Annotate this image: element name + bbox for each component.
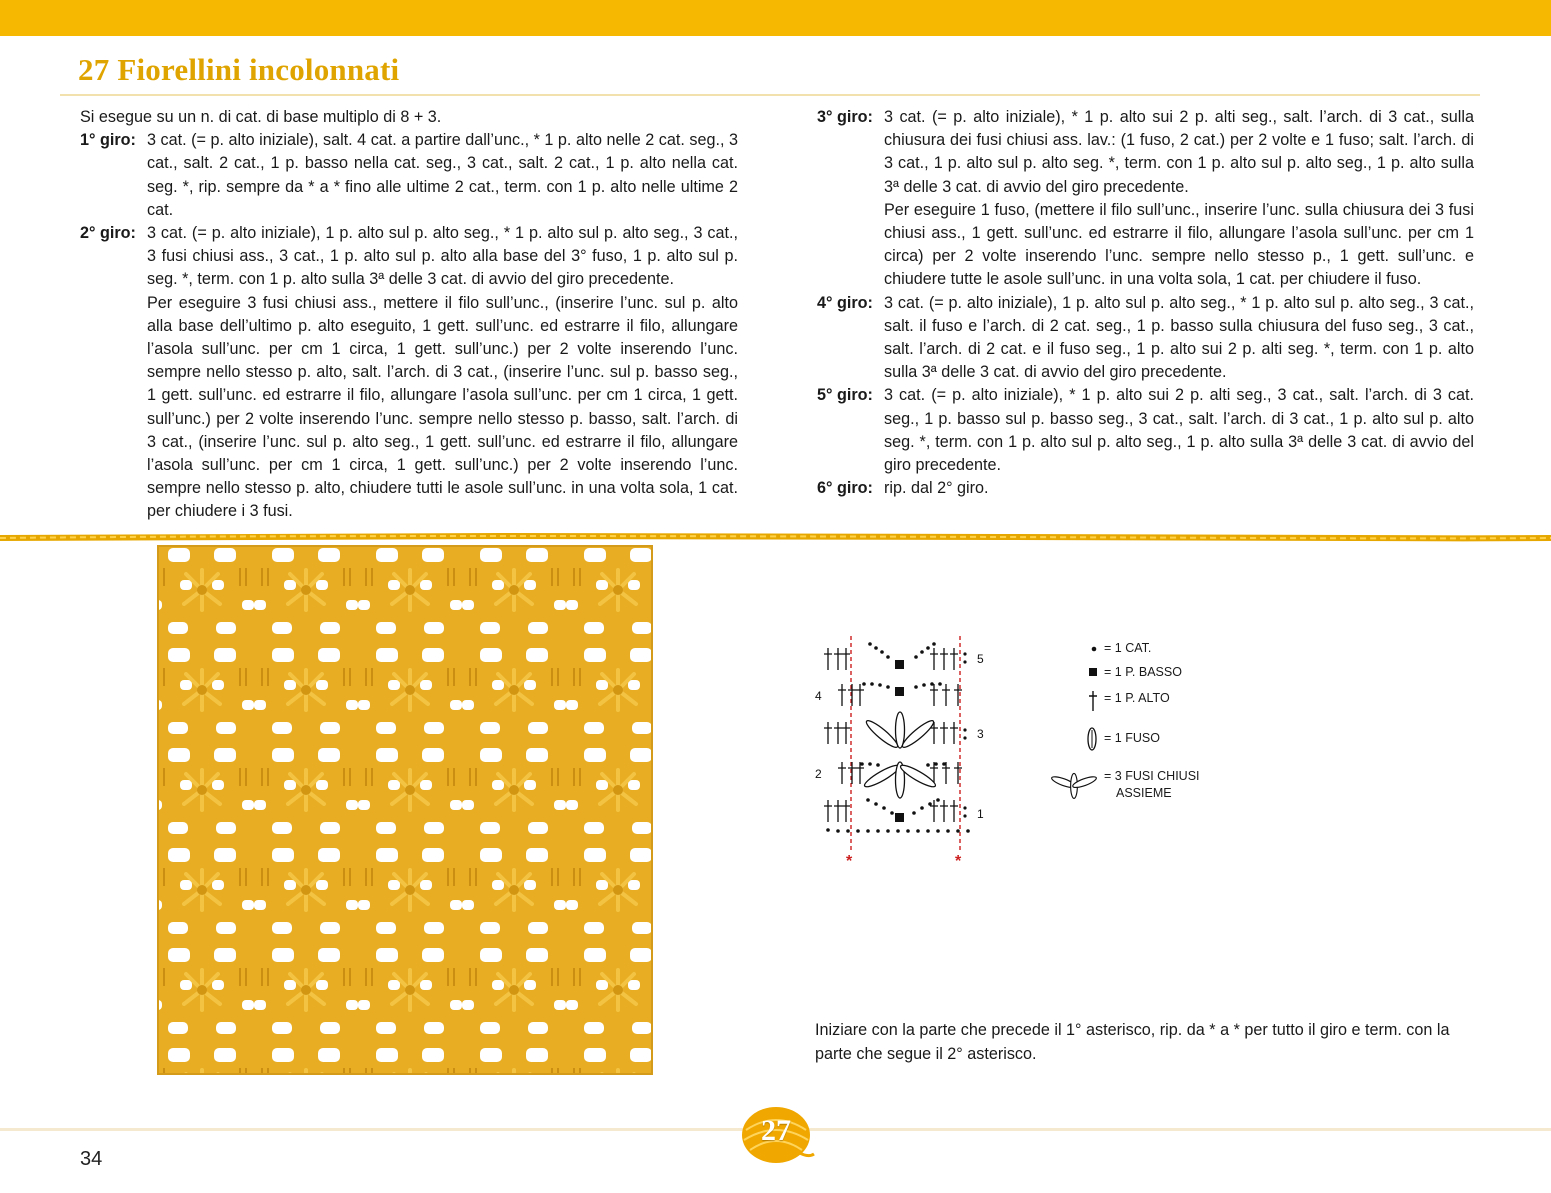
legend-item xyxy=(1050,726,1160,752)
round-text: 3 cat. (= p. alto iniziale), * 1 p. alto sui 2 p. alti seg., 3 cat., salt. l’arch. di 3 cat. seg., 1 p. basso sul p. basso seg., 3 cat., salt. l’arch. di 3 cat., 1 p. alto sul p. alto seg. *, term. con 1 p. alto sul p. alto seg., 1 p. alto sulla 3ª delle 3 cat. di avvio del giro precedente. xyxy=(884,386,1474,475)
single-crochet-square-icon xyxy=(1050,664,1104,680)
repeat-asterisk: * xyxy=(955,853,962,870)
legend-label: = 1 P. ALTO xyxy=(1104,691,1170,705)
round-3 xyxy=(817,106,1474,292)
double-crochet-cross-icon xyxy=(1050,690,1104,712)
page-number: 34 xyxy=(80,1148,103,1170)
legend-label-line2: ASSIEME xyxy=(1116,786,1172,800)
title-divider xyxy=(60,94,1480,96)
round-label: 4° giro: xyxy=(817,293,873,312)
intro-text: Si esegue su un n. di cat. di base multiplo di 8 + 3. xyxy=(80,108,442,126)
legend-item xyxy=(1050,768,1200,802)
round-text: 3 cat. (= p. alto iniziale), 1 p. alto sul p. alto seg., * 1 p. alto sul p. alto seg., 3 cat., 3 fusi chiusi ass., 3 cat., 1 p. alto sul p. alto alla base del 3° fuso, 1 p. alto sul p. seg. *, term. con 1 p. alto sulla 3ª delle 3 cat. di avvio del giro precedente. xyxy=(147,224,738,289)
symbol-legend xyxy=(1050,636,1280,816)
crochet-swatch-photo xyxy=(150,540,660,1080)
repeat-asterisk: * xyxy=(846,853,853,870)
round-label: 3° giro: xyxy=(817,108,873,126)
three-puff-cluster-icon xyxy=(1050,768,1104,802)
round-5 xyxy=(817,384,1474,477)
round-text: Per eseguire 1 fuso, (mettere il filo sull’unc., inserire l’unc. sulla chiusura dei 3 fusi chiusi ass., 1 gett. sull’unc. ed estrarre il filo, allungare l’asola sull’unc. per cm 1 circa) per 2 volte inserendo l’unc. sempre nello stesso p., 1 gett. sull’unc. e chiudere tutte le asole sull’unc. in una volta sola, 1 cat. per chiudere il fuso. xyxy=(884,200,1474,289)
row-number: 2 xyxy=(815,767,822,781)
round-6 xyxy=(817,477,1474,500)
round-label: 1° giro: xyxy=(80,131,136,150)
top-accent-bar xyxy=(0,0,1551,36)
row-number: 5 xyxy=(977,652,984,666)
chain-dot-icon xyxy=(1050,640,1104,656)
round-2 xyxy=(80,222,738,524)
legend-item xyxy=(1050,664,1182,681)
row-number: 3 xyxy=(977,727,984,741)
round-text: 3 cat. (= p. alto iniziale), 1 p. alto sul p. alto seg., * 1 p. alto sul p. alto seg., 3 cat., salt. il fuso e l’arch. di 2 cat. seg., 1 p. basso sulla chiusura del fuso seg., 3 cat., salt. l’arch. di 2 cat. e il fuso seg., 1 p. alto sui 2 p. alti seg. *, term. con 1 p. alto sulla 3ª delle 3 cat. di avvio del giro precedente. xyxy=(884,293,1474,382)
legend-label: = 1 P. BASSO xyxy=(1104,665,1182,679)
round-text: 3 cat. (= p. alto iniziale), salt. 4 cat. a partire dall’unc., * 1 p. alto nelle 2 cat. seg., 3 cat., salt. 2 cat., 1 p. basso nella cat. seg., 3 cat., salt. 2 cat., 1 p. alto nella cat. seg. *, rip. sempre da * a * fino alle ultime 2 cat., term. con 1 p. alto nelle ultime 2 cat. xyxy=(147,131,738,219)
legend-item xyxy=(1050,640,1151,657)
round-label: 6° giro: xyxy=(817,479,873,498)
badge-number: 27 xyxy=(761,1114,791,1147)
puff-spindle-icon xyxy=(1050,726,1104,752)
legend-label-line1: = 3 FUSI CHIUSI xyxy=(1104,769,1200,783)
legend-label: = 1 FUSO xyxy=(1104,731,1160,745)
round-1 xyxy=(80,129,738,222)
double-crochet-marks xyxy=(824,648,962,822)
instructions-left-column xyxy=(80,106,738,524)
round-4 xyxy=(817,292,1474,385)
stitch-diagram xyxy=(812,630,1002,870)
round-label: 2° giro: xyxy=(80,224,136,243)
round-text: Per eseguire 3 fusi chiusi ass., mettere il filo sull’unc., (inserire l’unc. sul p. alto alla base dell’ultimo p. alto eseguito, 1 gett. sull’unc. ed estrarre il filo, allungare l’asola sull’unc. per cm 1 circa, 1 gett. sull’unc.) per 2 volte inserendo l’unc. sempre nello stesso p. alto, salt. l’arch. di 3 cat., (inserire l’unc. sul p. basso seg., 1 gett. sull’unc. ed estrarre il filo, allungare l’asola sull’unc. per cm 1 circa, 1 gett. sull’unc.) per 2 volte inserendo l’unc. sempre nello stesso p. basso, salt. l’arch. di 3 cat., (inserire l’unc. sul p. alto seg., 1 gett. sull’unc. ed estrarre il filo, allungare l’asola sull’unc. per cm 1 circa, 1 gett. sull’unc.) per 2 volte inserendo l’unc. sempre nello stesso p. alto, chiudere tutti le asole sull’unc. in una volta sola, 1 cat. per chiudere i 3 fusi. xyxy=(147,293,738,521)
round-label: 5° giro: xyxy=(817,386,873,405)
row-number: 1 xyxy=(977,807,984,821)
repeat-markers xyxy=(846,853,962,870)
page-title: 27 Fiorellini incolonnati xyxy=(78,52,400,87)
instructions-right-column xyxy=(817,106,1474,500)
legend-label xyxy=(1104,768,1200,802)
legend-item xyxy=(1050,690,1170,712)
round-text: rip. dal 2° giro. xyxy=(884,479,989,498)
repeat-note: Iniziare con la parte che precede il 1° asterisco, rip. da * a * per tutto il giro e term. con la parte che segue il 2° asterisco. xyxy=(815,1021,1450,1063)
puff-clusters xyxy=(862,712,937,798)
legend-label: = 1 CAT. xyxy=(1104,641,1152,655)
round-text: 3 cat. (= p. alto iniziale), * 1 p. alto sui 2 p. alti seg., salt. l’arch. di 3 cat., sulla chiusura dei fusi chiusi ass. lav.: (1 fuso, 2 cat.) per 2 volte e 1 fuso; salt. l’arch. di 3 cat., 1 p. alto sul p. alto seg. *, term. con 1 p. alto sul p. alto seg., 1 p. alto sulla 3ª delle 3 cat. di avvio del giro precedente. xyxy=(884,108,1474,196)
row-number: 4 xyxy=(815,689,822,703)
